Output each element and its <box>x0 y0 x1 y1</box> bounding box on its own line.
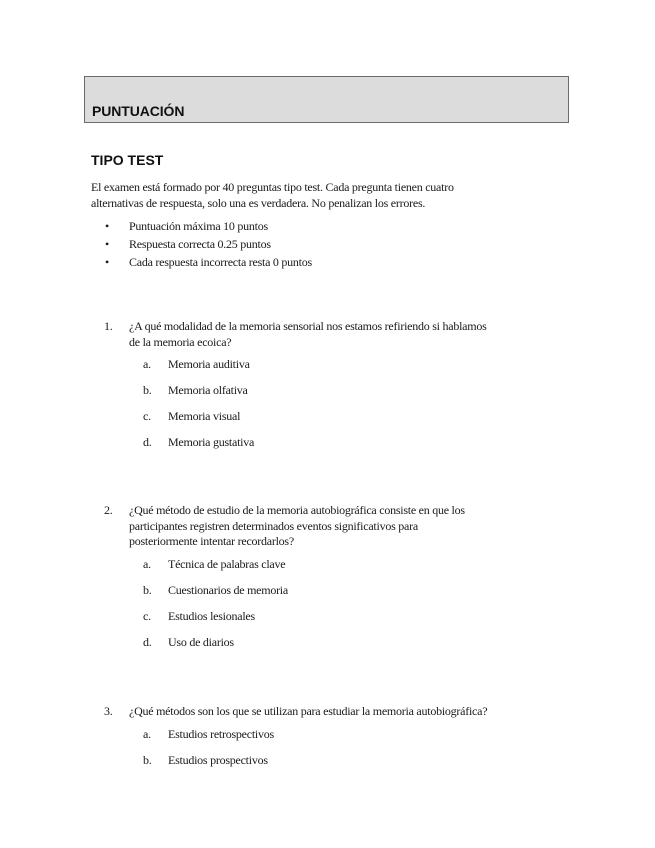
option-text: Estudios prospectivos <box>168 752 268 767</box>
option-text: Memoria auditiva <box>168 357 250 371</box>
intro-line: alternativas de respuesta, solo una es verdadera. No penalizan los errores. <box>91 195 426 210</box>
intro-line: El examen está formado por 40 preguntas tipo test. Cada pregunta tienen cuatro <box>91 180 454 194</box>
question-2 <box>91 503 566 661</box>
question-1 <box>91 319 566 461</box>
question-number: 3. <box>104 704 113 718</box>
question-text <box>91 503 566 550</box>
bullet-text: Cada respuesta incorrecta resta 0 puntos <box>129 255 312 269</box>
scoring-bullet-list <box>91 219 312 273</box>
bullet-dot-icon: • <box>105 255 109 269</box>
question-3 <box>91 704 566 779</box>
answer-option <box>91 635 566 661</box>
question-line: posteriormente intentar recordarlos? <box>129 534 294 548</box>
section-title: TIPO TEST <box>91 152 164 168</box>
answer-option <box>91 609 566 635</box>
option-letter: b. <box>143 752 152 767</box>
question-number: 1. <box>104 319 113 333</box>
option-letter: b. <box>143 383 152 397</box>
question-text <box>91 319 566 350</box>
question-line: ¿Qué métodos son los que se utilizan para estudiar la memoria autobiográfica? <box>129 704 488 718</box>
option-letter: c. <box>143 409 151 423</box>
answer-options <box>91 357 566 461</box>
question-line: ¿A qué modalidad de la memoria sensorial nos estamos refiriendo si hablamos <box>129 319 487 333</box>
answer-option <box>91 357 566 383</box>
intro-paragraph <box>91 180 551 211</box>
option-letter: a. <box>143 556 151 571</box>
question-line: participantes registren determinados eventos significativos para <box>129 518 418 533</box>
bullet-item <box>91 255 312 273</box>
option-letter: a. <box>143 357 151 371</box>
header-title: PUNTUACIÓN <box>92 103 185 119</box>
bullet-text: Respuesta correcta 0.25 puntos <box>129 237 271 251</box>
option-letter: d. <box>143 634 152 649</box>
answer-option <box>91 727 566 753</box>
question-line: de la memoria ecoica? <box>129 334 232 349</box>
option-text: Cuestionarios de memoria <box>168 582 288 597</box>
bullet-dot-icon: • <box>105 219 109 233</box>
option-text: Memoria visual <box>168 409 241 423</box>
question-number: 2. <box>104 503 113 517</box>
answer-option <box>91 435 566 461</box>
answer-option <box>91 557 566 583</box>
question-line: ¿Qué método de estudio de la memoria autobiográfica consiste en que los <box>129 503 465 517</box>
option-text: Memoria olfativa <box>168 383 248 397</box>
answer-option <box>91 753 566 779</box>
answer-options <box>91 727 566 779</box>
option-letter: c. <box>143 608 151 623</box>
option-text: Estudios lesionales <box>168 608 255 623</box>
bullet-dot-icon: • <box>105 237 109 251</box>
option-letter: d. <box>143 435 152 449</box>
bullet-item <box>91 219 312 237</box>
answer-option <box>91 583 566 609</box>
option-text: Técnica de palabras clave <box>168 556 286 571</box>
answer-option <box>91 383 566 409</box>
option-letter: b. <box>143 582 152 597</box>
question-text <box>91 704 566 720</box>
option-text: Memoria gustativa <box>168 435 255 449</box>
bullet-item <box>91 237 312 255</box>
option-letter: a. <box>143 726 151 741</box>
option-text: Uso de diarios <box>168 634 234 649</box>
section-header-box <box>84 76 569 123</box>
option-text: Estudios retrospectivos <box>168 726 274 741</box>
answer-options <box>91 557 566 661</box>
bullet-text: Puntuación máxima 10 puntos <box>129 219 268 233</box>
answer-option <box>91 409 566 435</box>
